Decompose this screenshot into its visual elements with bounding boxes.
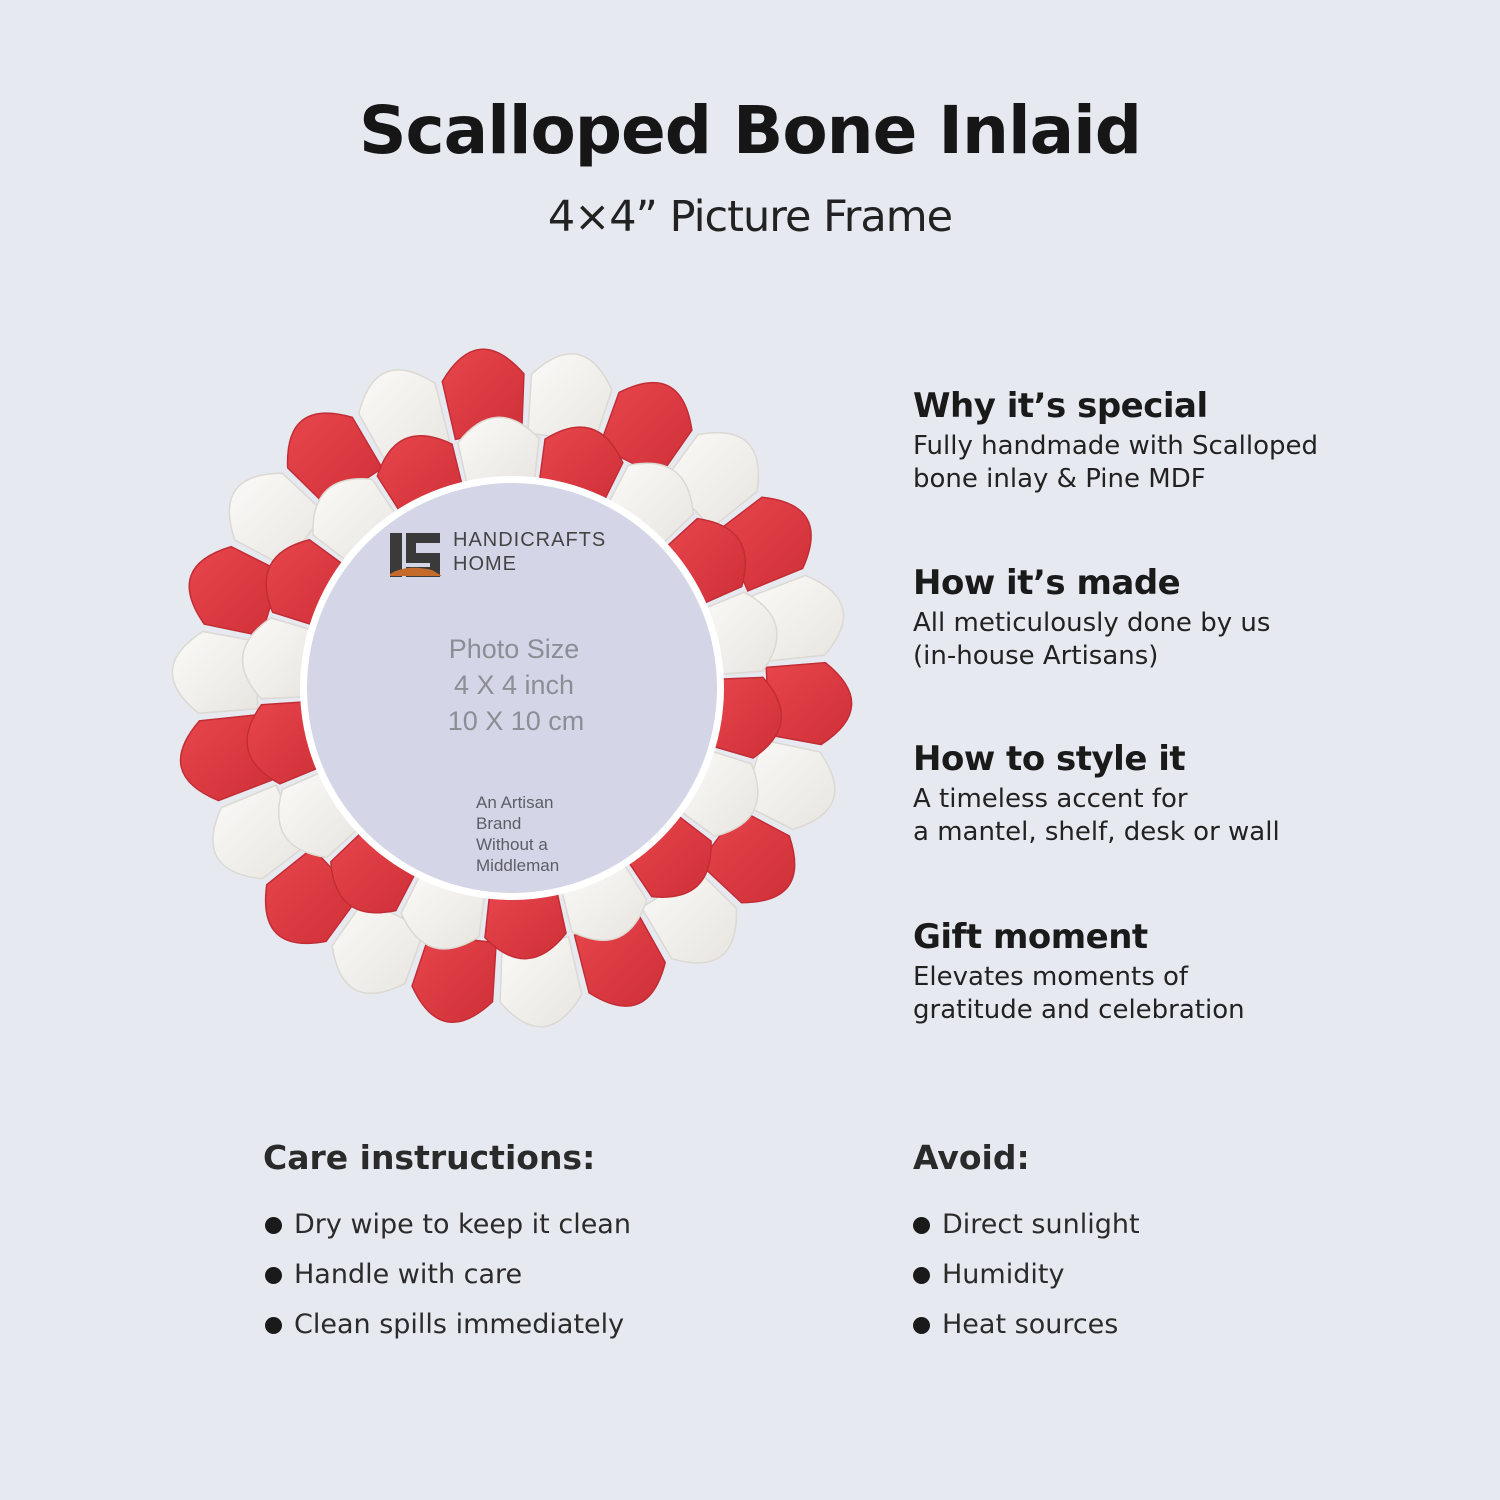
tagline-line: Brand (476, 814, 522, 833)
avoid-title: Avoid: (913, 1138, 1030, 1177)
avoid-list (913, 1200, 1140, 1350)
feature-text: Fully handmade with Scalloped bone inlay & Pine MDF (913, 431, 1319, 494)
bullet-icon (913, 1317, 930, 1334)
picture-frame-illustration (160, 330, 870, 1040)
page-title: Scalloped Bone Inlaid (359, 92, 1141, 169)
tagline-line: Without a (476, 835, 548, 854)
feature-how-to-style (913, 739, 1433, 849)
photo-size-inch: 4 X 4 inch (453, 670, 575, 700)
product-image (160, 330, 870, 1040)
care-instructions-title: Care instructions: (263, 1138, 596, 1177)
list-item: Handle with care (265, 1250, 631, 1300)
feature-text: All meticulously done by us (in-house Artisans) (913, 608, 1271, 671)
list-item: Dry wipe to keep it clean (265, 1200, 631, 1250)
feature-how-made (913, 563, 1433, 673)
photo-size-cm: 10 X 10 cm (447, 706, 585, 736)
feature-heading: Why it’s special (913, 386, 1208, 426)
list-item: Heat sources (913, 1300, 1140, 1350)
bullet-icon (913, 1267, 930, 1284)
bullet-icon (913, 1217, 930, 1234)
bullet-icon (265, 1267, 282, 1284)
care-instructions-list (265, 1200, 631, 1350)
brand-logo-icon (390, 533, 442, 577)
list-item: Clean spills immediately (265, 1300, 631, 1350)
bullet-icon (265, 1217, 282, 1234)
list-item: Direct sunlight (913, 1200, 1140, 1250)
feature-heading: How it’s made (913, 563, 1181, 603)
page-subtitle: 4×4” Picture Frame (547, 192, 953, 242)
tagline-line: Middleman (476, 856, 560, 875)
photo-size-label: Photo Size (448, 634, 580, 664)
feature-text: Elevates moments of gratitude and celebration (913, 962, 1245, 1025)
feature-heading: How to style it (913, 739, 1186, 779)
bullet-icon (265, 1317, 282, 1334)
feature-why-special (913, 386, 1433, 496)
brand-line2: HOME (453, 553, 517, 575)
tagline-line: An Artisan (476, 793, 554, 812)
feature-heading: Gift moment (913, 917, 1148, 957)
brand-line1: HANDICRAFTS (453, 529, 607, 551)
feature-gift-moment (913, 917, 1433, 1027)
feature-text: A timeless accent for a mantel, shelf, desk or wall (913, 784, 1280, 847)
list-item: Humidity (913, 1250, 1140, 1300)
